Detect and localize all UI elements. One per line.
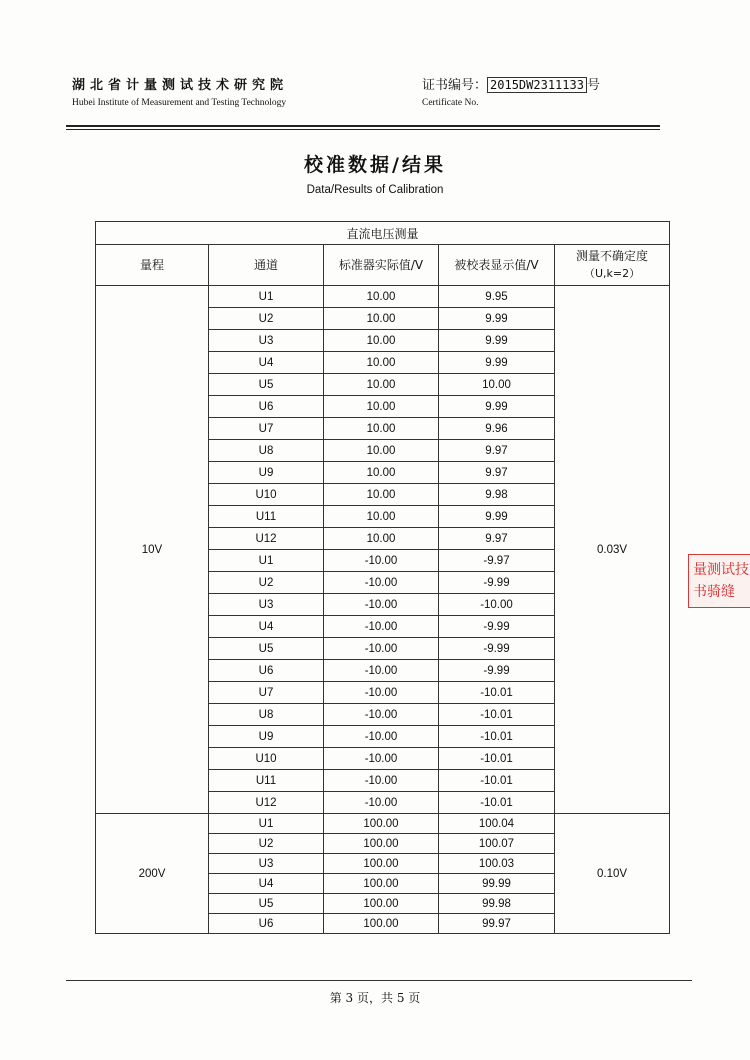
standard-value-cell: -10.00 [324,594,439,616]
certificate-number: 2015DW2311133 [487,77,587,93]
channel-cell: U7 [209,682,324,704]
displayed-value-cell: 9.97 [439,462,555,484]
standard-value-cell: 100.00 [324,914,439,934]
channel-cell: U2 [209,572,324,594]
displayed-value-cell: -9.97 [439,550,555,572]
standard-value-cell: 10.00 [324,330,439,352]
displayed-value-cell: 9.99 [439,506,555,528]
channel-cell: U11 [209,770,324,792]
standard-value-cell: 100.00 [324,854,439,874]
cross-page-seal [688,554,750,608]
channel-cell: U8 [209,704,324,726]
displayed-value-cell: -10.01 [439,682,555,704]
channel-cell: U1 [209,286,324,308]
standard-value-cell: 10.00 [324,396,439,418]
calibration-table [95,221,670,934]
standard-value-cell: -10.00 [324,704,439,726]
calibration-table-body [96,286,670,934]
channel-cell: U2 [209,834,324,854]
footer-divider [66,980,692,981]
standard-value-cell: -10.00 [324,792,439,814]
standard-value-cell: 10.00 [324,484,439,506]
channel-cell: U3 [209,854,324,874]
header-uncertainty [555,245,670,286]
displayed-value-cell: 9.99 [439,396,555,418]
displayed-value-cell: 9.99 [439,308,555,330]
standard-value-cell: 100.00 [324,814,439,834]
standard-value-cell: -10.00 [324,748,439,770]
channel-cell: U8 [209,440,324,462]
page-title: 校准数据/结果 [304,154,446,176]
channel-cell: U4 [209,874,324,894]
header-range: 量程 [96,245,209,286]
displayed-value-cell: 9.97 [439,440,555,462]
certificate-suffix: 号 [586,78,600,93]
displayed-value-cell: 99.97 [439,914,555,934]
certificate-header [422,74,600,108]
channel-cell: U12 [209,792,324,814]
header-displayed: 被校表显示值/V [439,245,555,286]
header-divider-thin [66,129,660,130]
standard-value-cell: 100.00 [324,874,439,894]
displayed-value-cell: 100.03 [439,854,555,874]
channel-cell: U6 [209,660,324,682]
page-subtitle: Data/Results of Calibration [306,184,444,196]
standard-value-cell: -10.00 [324,660,439,682]
displayed-value-cell: -9.99 [439,638,555,660]
channel-cell: U3 [209,330,324,352]
standard-value-cell: -10.00 [324,616,439,638]
displayed-value-cell: 9.99 [439,330,555,352]
displayed-value-cell: -10.01 [439,726,555,748]
channel-cell: U7 [209,418,324,440]
channel-cell: U6 [209,914,324,934]
displayed-value-cell: 99.99 [439,874,555,894]
header-channel: 通道 [209,245,324,286]
displayed-value-cell: -10.01 [439,704,555,726]
displayed-value-cell: -10.01 [439,792,555,814]
displayed-value-cell: 9.96 [439,418,555,440]
header-uncertainty-label: 测量不确定度 [576,249,649,263]
channel-cell: U3 [209,594,324,616]
standard-value-cell: 100.00 [324,834,439,854]
standard-value-cell: 10.00 [324,528,439,550]
uncertainty-cell: 0.10V [555,814,670,934]
channel-cell: U4 [209,616,324,638]
standard-value-cell: 10.00 [324,440,439,462]
displayed-value-cell: -10.01 [439,748,555,770]
uncertainty-cell: 0.03V [555,286,670,814]
header-divider [66,125,660,127]
channel-cell: U10 [209,484,324,506]
channel-cell: U5 [209,894,324,914]
standard-value-cell: 10.00 [324,308,439,330]
channel-cell: U2 [209,308,324,330]
certificate-number-line [422,74,600,93]
displayed-value-cell: 100.07 [439,834,555,854]
seal-text-line1: 量测试技 [693,562,749,578]
standard-value-cell: -10.00 [324,550,439,572]
displayed-value-cell: 9.98 [439,484,555,506]
channel-cell: U1 [209,814,324,834]
standard-value-cell: -10.00 [324,638,439,660]
displayed-value-cell: 9.95 [439,286,555,308]
channel-cell: U1 [209,550,324,572]
channel-cell: U4 [209,352,324,374]
displayed-value-cell: 100.04 [439,814,555,834]
displayed-value-cell: 99.98 [439,894,555,914]
displayed-value-cell: -10.01 [439,770,555,792]
channel-cell: U5 [209,638,324,660]
standard-value-cell: -10.00 [324,682,439,704]
seal-text-line2: 书骑缝 [693,584,735,600]
displayed-value-cell: -10.00 [439,594,555,616]
displayed-value-cell: -9.99 [439,660,555,682]
standard-value-cell: 10.00 [324,352,439,374]
institute-name-cn: 湖北省计量测试技术研究院 [72,78,289,93]
standard-value-cell: 10.00 [324,418,439,440]
standard-value-cell: 100.00 [324,894,439,914]
channel-cell: U9 [209,462,324,484]
channel-cell: U10 [209,748,324,770]
displayed-value-cell: 10.00 [439,374,555,396]
channel-cell: U9 [209,726,324,748]
page-number: 第 3 页，共 5 页 [329,991,421,1005]
range-cell: 10V [96,286,209,814]
channel-cell: U6 [209,396,324,418]
institute-name-en: Hubei Institute of Measurement and Testing Technology [72,98,287,108]
standard-value-cell: -10.00 [324,572,439,594]
header-uncertainty-k: （U,k=2） [583,267,641,280]
table-row [96,814,670,834]
standard-value-cell: 10.00 [324,462,439,484]
displayed-value-cell: -9.99 [439,616,555,638]
standard-value-cell: -10.00 [324,726,439,748]
channel-cell: U12 [209,528,324,550]
range-cell: 200V [96,814,209,934]
displayed-value-cell: 9.97 [439,528,555,550]
certificate-label: 证书编号： [422,78,488,93]
header-standard: 标准器实际值/V [324,245,439,286]
standard-value-cell: 10.00 [324,374,439,396]
table-row [96,286,670,308]
standard-value-cell: 10.00 [324,506,439,528]
certificate-label-en: Certificate No. [422,98,479,108]
displayed-value-cell: 9.99 [439,352,555,374]
channel-cell: U11 [209,506,324,528]
table-caption: 直流电压测量 [96,222,670,245]
standard-value-cell: -10.00 [324,770,439,792]
channel-cell: U5 [209,374,324,396]
displayed-value-cell: -9.99 [439,572,555,594]
standard-value-cell: 10.00 [324,286,439,308]
institute-header [72,74,288,108]
